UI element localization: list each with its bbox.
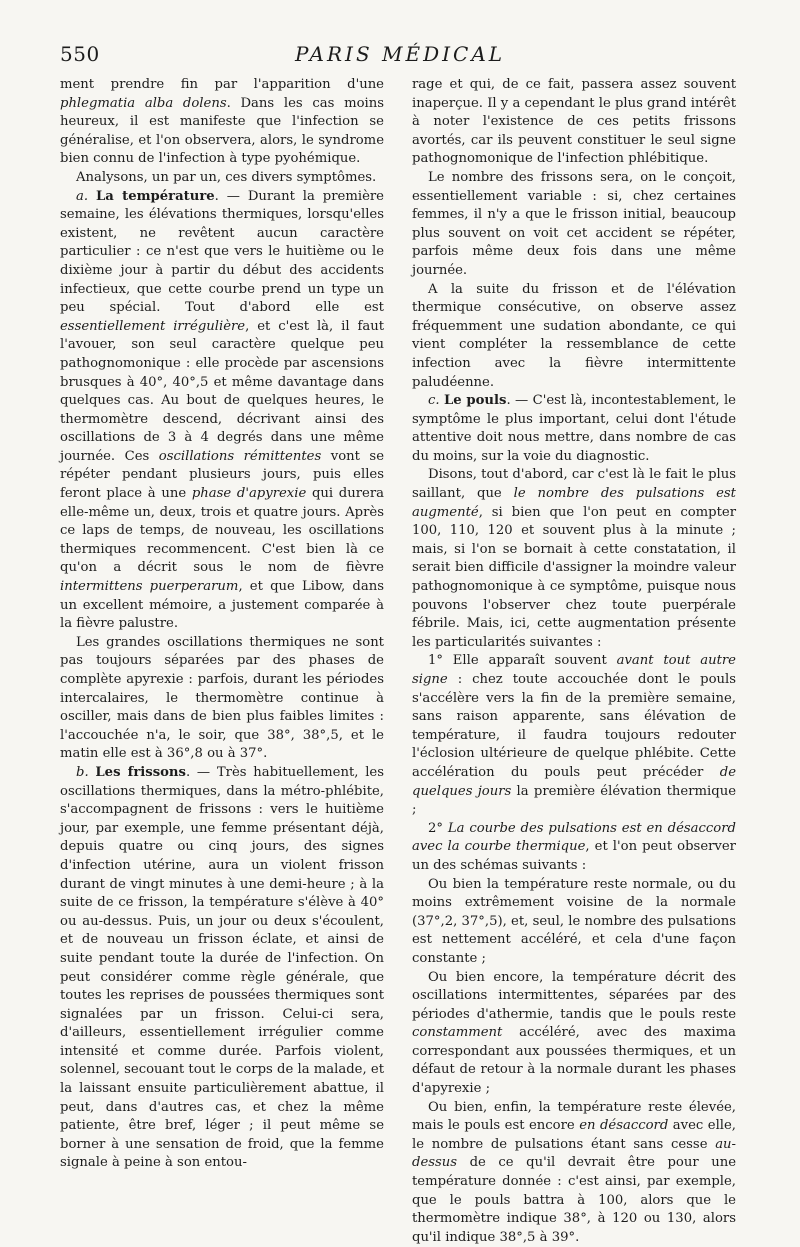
text-run: La courbe des pulsations est en désaccord avec la courbe thermique [412,820,736,855]
text-run: phase d'apyrexie [191,486,307,502]
paragraph [412,652,736,819]
text-run: rage et qui, de ce fait, passera assez souvent inaperçue. Il y a cependant le plus grand intérêt à noter l'existence de ces petits frissons avortés, car ils peuvent constituer le seul signe pathognomonique de l'infection phlébitique. [412,77,737,167]
text-run: . — C'est là, incontestablement, le symptôme le plus important, celui dont l'étude attentive doit nous mettre, dans nombre de cas du moins, sur la voie du diagnostic. [412,393,736,464]
text-run: A la suite du frisson et de l'élévation thermique consécutive, on observe assez fréquemment une sudation abondante, ce qui vient compléter la ressemblance de cette infection avec la fièvre intermittente paludéenne. [412,281,736,390]
text-run: vont se répéter pendant plusieurs jours, puis elles feront place à une [60,448,384,502]
text-run: 2° [428,820,448,836]
paragraph [412,466,736,652]
text-run: avant tout autre signe [412,653,736,687]
left-column [60,76,384,1173]
text-run: avec elle, le nombre de pulsations étant sans cesse [412,1118,736,1152]
journal-title: PARIS MÉDICAL [294,42,506,66]
text-run: de ce qu'il devrait être pour une température donnée : c'est ainsi, par exemple, que le pouls battra à 100, alors que le thermomètre indique 38°, à 120 ou 130, alors qu'il indique 38°,5 à 39°. [412,1155,736,1245]
page-number: 550 [60,42,100,66]
paragraph [412,1099,736,1247]
right-column [412,76,736,1247]
text-run: en désaccord [579,1118,669,1134]
text-run: essentiellement irrégulière [60,318,246,334]
text-run: , et l'on peut observer un des schémas suivants : [412,839,736,873]
paragraph [412,76,736,169]
paragraph [412,969,736,1099]
text-run: Analysons, un par un, ces divers symptômes. [76,169,377,185]
text-run: de quelques jours [412,764,736,799]
text-run: intermittens puerperarum [60,579,239,595]
section-heading: Le pouls [443,393,507,409]
text-run: Le nombre des frissons sera, on le conçoit, essentiellement variable : si, chez certaines femmes, il n'y a que le frisson initial, beaucoup plus souvent on voit cet accident se répéter, parfois même deux fois dans une même journée. [412,169,736,278]
text-run: . — Très habituellement, les oscillations thermiques, dans la métro-phlébite, s'accompagnent de frissons : vers le huitième jour, par exemple, une femme présentant déjà, depuis quatre ou cinq jours, des signes d'infection utérine, aura un violent frisson durant de vingt minutes à une demi-heure ; à la suite de ce frisson, la température s'élève à 40° ou au-dessus. Puis, un jour ou deux s'écoulent, et de nouveau un frisson éclate, et ainsi de suite pendant toute la durée de l'infection. On peut considérer comme règle générale, que toutes les reprises de poussées thermiques sont signalées par un frisson. Celui-ci sera, d'ailleurs, essentiellement irrégulier comme intensité et comme durée. Parfois violent, solennel, secouant tout le corps de la malade, et la laissant ensuite particulièrement abattue, il peut, dans d'autres cas, et chez la même patiente, être bref, léger ; il peut même se borner à une sensation de froid, que la femme signale à peine à son entou- [60,764,384,1171]
text-run: 1° Elle apparaît souvent [428,653,617,669]
text-run: , si bien que l'on peut en compter 100, 110, 120 et souvent plus à la minute ; mais, si l'on se bornait à cette constatation, il serait bien difficile d'assigner la moindre valeur pathognomonique à ce symptôme, puisque nous pouvons l'observer chez toute puerpérale fébrile. Mais, ici, cette augmentation présente les particularités suivantes : [412,504,736,650]
text-run: Ou bien, enfin, la température reste élevée, mais le pouls est encore [412,1099,736,1134]
text-run: a. [76,188,96,204]
text-run: accéléré, avec des maxima correspondant aux poussées thermiques, et un défaut de retour à la normale durant les phases d'apyrexie ; [412,1025,736,1097]
paragraph [412,820,736,876]
text-run: le nombre des pulsations est augmenté [412,486,736,520]
paragraph [412,281,736,393]
section-heading: Les frissons [95,764,186,780]
paragraph [60,634,384,764]
text-run: Les grandes oscillations thermiques ne sont pas toujours séparées par des phases de complète apyrexie : parfois, durant les périodes intercalaires, le thermomètre continue à osciller, mais dans de bien plus faibles limites : l'accouchée n'a, le soir, que 38°, 38°,5, et le matin elle est à 36°,8 ou à 37°. [60,634,384,762]
text-run: phlegmatia alba dolens [60,95,227,111]
text-run: oscillations rémittentes [158,448,322,464]
text-run: : chez toute accouchée dont le pouls s'accélère vers la fin de la première semaine, sans raison apparente, sans élévation de température, il faudra toujours redouter l'éclosion ultérieure de quelque phlébite. Cette accélération du pouls peut précéder [412,672,736,780]
text-run: Ou bien la température reste normale, ou du moins extrêmement voisine de la normale (37°,2, 37°,5), et, seul, le nombre des pulsations est nettement accéléré, et cela d'une façon constante ; [412,876,736,966]
paragraph [60,169,384,188]
text-run: Disons, tout d'abord, car c'est là le fait le plus saillant, que [412,467,736,502]
text-run: qui durera elle-même un, deux, trois et quatre jours. Après ce laps de temps, de nouveau, les oscillations thermiques recommencent. C'est bien là ce qu'on a décrit sous le nom de fièvre [60,486,385,576]
text-run: , et que Libow, dans un excellent mémoire, a justement comparée à la fièvre palustre. [60,579,384,632]
text-run: au-dessus [412,1136,736,1171]
paragraph [60,188,384,634]
paragraph [60,76,384,169]
text-run: la première élévation thermique ; [412,783,736,818]
section-heading: La température [95,188,215,204]
text-run: b. [76,764,96,780]
page-header [60,40,740,80]
paragraph [412,169,736,281]
text-run: , et c'est là, il faut l'avouer, son seul caractère quelque peu pathognomonique : elle procède par ascensions brusques à 40°, 40°,5 et même davantage dans quelques cas. Au bout de quelques heures, le thermomètre descend, décrivant ainsi des oscillations de 3 à 4 degrés dans une même journée. Ces [60,318,384,464]
text-run: . — Durant la première semaine, les élévations thermiques, lorsqu'elles existent, ne revêtent aucun caractère particulier : ce n'est que vers le huitième ou le dixième jour à partir du début des accidents infectieux, que cette courbe prend un type un peu spécial. Tout d'abord elle est [60,188,384,316]
text-run: c. [428,393,444,409]
text-run: ment prendre fin par l'apparition d'une [60,77,384,92]
text-run: . Dans les cas moins heureux, il est manifeste que l'infection se généralise, et l'on observera, alors, le syndrome bien connu de l'infection à type pyohémique. [60,95,384,167]
paragraph [60,764,384,1173]
paragraph [412,876,736,969]
text-run: Ou bien encore, la température décrit des oscillations intermittentes, séparées par des périodes d'athermie, tandis que le pouls reste [412,969,736,1022]
paragraph [412,392,736,466]
text-run: constamment [412,1025,503,1041]
